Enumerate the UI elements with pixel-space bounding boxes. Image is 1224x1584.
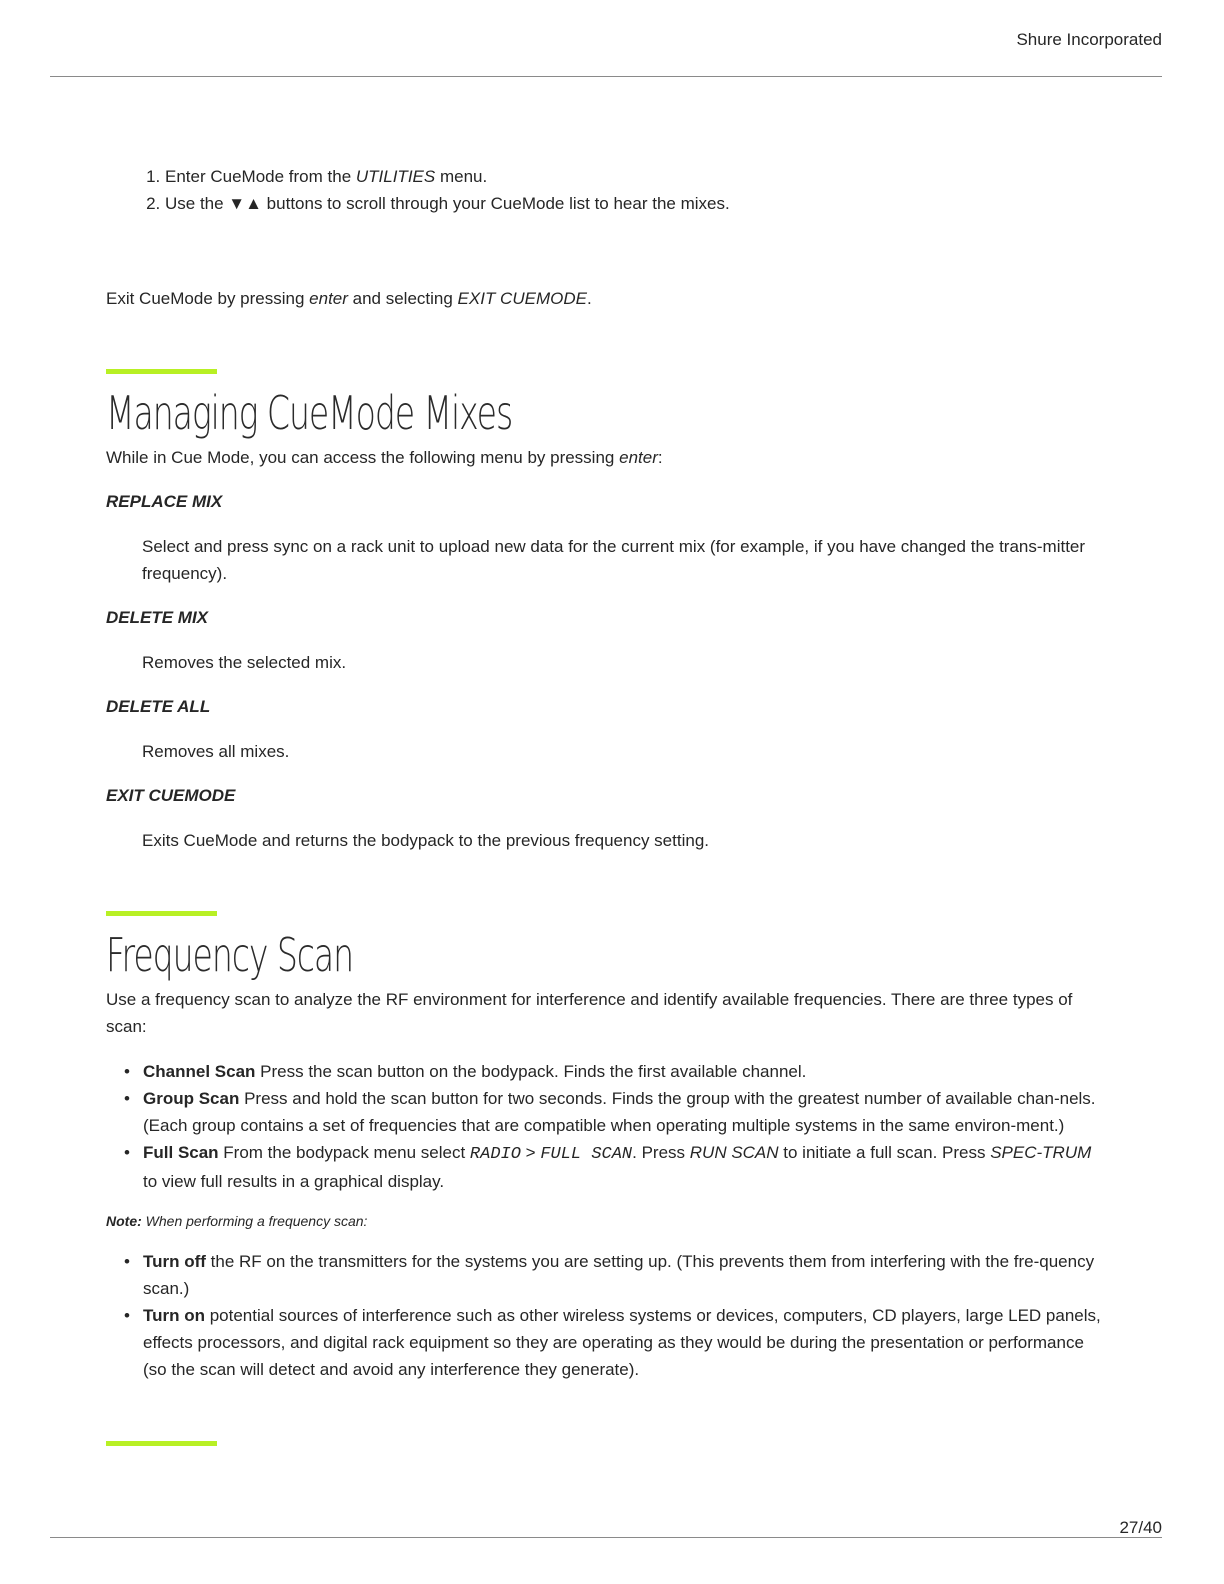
section-title-frequency-scan: Frequency Scan <box>106 928 354 982</box>
menu-term: EXIT CUEMODE <box>106 786 236 805</box>
menu-path: RADIO <box>469 1145 521 1164</box>
menu-path: FULL SCAN <box>540 1145 633 1164</box>
scan-intro: Use a frequency scan to analyze the RF environment for interference and identify available frequencies. There are three types of scan: <box>106 990 1073 1036</box>
text: > <box>520 1143 541 1162</box>
step-menu-name: UTILITIES <box>355 167 436 186</box>
scan-type-label: Full Scan <box>143 1143 219 1162</box>
header-company: Shure Incorporated <box>1016 30 1162 49</box>
menu-term-description: Exits CueMode and returns the bodypack to the previous frequency setting. <box>142 831 709 850</box>
menu-term: REPLACE MIX <box>106 492 223 511</box>
step-text: Enter CueMode from the <box>165 167 356 186</box>
footer-rule <box>50 1537 1162 1538</box>
text: the RF on the transmitters for the systems you are setting up. (This prevents them from interfering with the fre-quency scan.) <box>143 1252 1095 1298</box>
step-text: menu. <box>435 167 488 186</box>
menu-term-description: Select and press sync on a rack unit to upload new data for the current mix (for example, if you have changed the trans-mitter frequency). <box>142 537 1086 583</box>
scan-type-label: Channel Scan <box>143 1062 256 1081</box>
text: While in Cue Mode, you can access the following menu by pressing <box>106 448 620 467</box>
list-item <box>143 1139 1106 1195</box>
emphasis: SPEC-TRUM <box>990 1143 1092 1162</box>
page-content <box>106 163 1106 1446</box>
page-number: 27/40 <box>1119 1518 1162 1537</box>
scan-types-list <box>106 1058 1106 1195</box>
note-text: When performing a frequency scan: <box>141 1213 368 1229</box>
list-item <box>143 1302 1106 1383</box>
emphasis: enter <box>619 448 658 467</box>
text: Press and hold the scan button for two seconds. Finds the group with the greatest number of available chan-nels. (Each group contains a set of frequencies that are compatible when operating multiple systems in the same environ-ment.) <box>143 1089 1096 1135</box>
step-item <box>165 163 1106 190</box>
section-accent-bar <box>106 911 217 916</box>
text: . Press <box>632 1143 690 1162</box>
list-item <box>143 1058 1106 1085</box>
text: From the bodypack menu select <box>218 1143 470 1162</box>
managing-intro <box>106 444 1106 471</box>
emphasis: EXIT CUEMODE <box>457 289 587 308</box>
menu-term-description: Removes all mixes. <box>142 742 290 761</box>
steps-list <box>106 163 1106 217</box>
menu-term-description: Removes the selected mix. <box>142 653 347 672</box>
scan-type-label: Group Scan <box>143 1089 240 1108</box>
step-text: Use the ▼▲ buttons to scroll through your CueMode list to hear the mixes. <box>165 194 730 213</box>
scan-tips-list <box>106 1248 1106 1383</box>
menu-term: DELETE MIX <box>106 608 209 627</box>
text: . <box>586 289 592 308</box>
note-label: Note: <box>106 1213 142 1229</box>
text: and selecting <box>347 289 458 308</box>
list-item <box>143 1085 1106 1139</box>
text: : <box>657 448 663 467</box>
section-accent-bar <box>106 369 217 374</box>
section-accent-bar <box>106 1441 217 1446</box>
text: Exit CueMode by pressing <box>106 289 310 308</box>
emphasis: enter <box>309 289 348 308</box>
exit-paragraph <box>106 285 1106 312</box>
tip-label: Turn off <box>143 1252 206 1271</box>
text: to initiate a full scan. Press <box>778 1143 991 1162</box>
section-title-managing: Managing CueMode Mixes <box>106 386 513 440</box>
text: to view full results in a graphical display. <box>143 1172 445 1191</box>
emphasis: RUN SCAN <box>689 1143 779 1162</box>
step-item <box>165 190 1106 217</box>
tip-label: Turn on <box>143 1306 205 1325</box>
note <box>106 1208 1106 1235</box>
text: Press the scan button on the bodypack. Finds the first available channel. <box>255 1062 807 1081</box>
header-rule <box>50 76 1162 77</box>
menu-term: DELETE ALL <box>106 697 211 716</box>
text: potential sources of interference such as other wireless systems or devices, computers, CD players, large LED panels, effects processors, and digital rack equipment so they are operating as they would be during the presentation or performance (so the scan will detect and avoid any interference they generate). <box>143 1306 1101 1379</box>
list-item <box>143 1248 1106 1302</box>
